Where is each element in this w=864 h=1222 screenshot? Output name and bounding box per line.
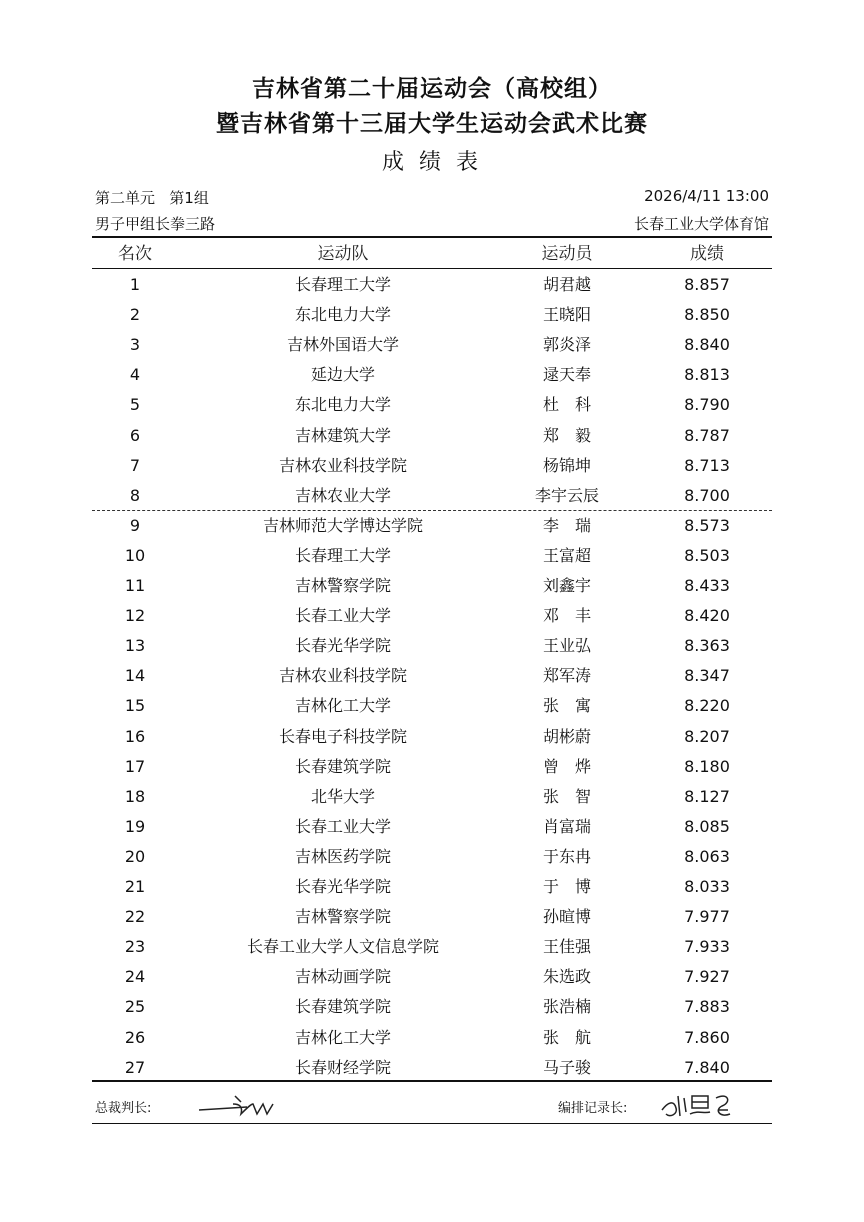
rank-cell: 27 [124,1057,146,1077]
table-row [92,782,772,812]
team-cell: 东北电力大学 [294,395,391,415]
table-row [92,421,772,451]
team-cell: 吉林外国语大学 [286,335,399,355]
team-cell: 长春工业大学 [294,816,391,836]
rank-cell: 5 [129,395,141,415]
athlete-cell: 胡彬蔚 [542,726,591,746]
athlete-cell: 张 寓 [542,696,591,716]
team-cell: 长春理工大学 [294,545,391,565]
athlete-cell: 杜 科 [542,395,591,415]
score-cell: 8.573 [684,515,730,535]
score-cell: 8.813 [684,365,730,385]
header-rank: 名次 [118,244,152,264]
rank-cell: 23 [124,937,146,957]
score-cell: 7.927 [684,967,730,987]
header-rule [92,268,772,269]
athlete-cell: 张浩楠 [542,997,591,1017]
athlete-cell: 王业弘 [542,636,591,656]
team-cell: 延边大学 [310,365,375,385]
footer-rule [92,1123,772,1124]
venue: 长春工业大学体育馆 [633,215,769,233]
table-row [92,1023,772,1053]
rank-cell: 22 [124,907,146,927]
score-cell: 8.713 [684,455,730,475]
table-row [92,722,772,752]
score-cell: 7.883 [684,997,730,1017]
score-cell: 8.033 [684,877,730,896]
team-cell: 吉林化工大学 [294,1027,391,1047]
table-row [92,932,772,962]
score-cell: 8.420 [684,606,730,626]
rank-cell: 4 [129,365,141,385]
team-cell: 吉林医药学院 [294,846,391,866]
score-cell: 8.790 [684,395,730,415]
athlete-cell: 李宇云辰 [534,485,599,505]
athlete-cell: 马子骏 [542,1057,591,1077]
athlete-cell: 肖富瑞 [542,816,591,836]
team-cell: 吉林化工大学 [294,696,391,716]
team-cell: 吉林农业科技学院 [278,455,407,475]
score-cell: 8.207 [684,726,730,746]
score-cell: 8.503 [684,545,730,565]
athlete-cell: 郑 毅 [542,425,591,445]
team-cell: 吉林农业科技学院 [278,666,407,686]
team-cell: 长春电子科技学院 [278,726,407,746]
score-cell: 8.700 [684,485,730,505]
rank-cell: 20 [124,846,146,866]
table-row [92,661,772,691]
team-cell: 长春财经学院 [294,1057,391,1077]
rank-cell: 2 [129,305,141,325]
athlete-cell: 于东冉 [542,846,591,866]
table-row [92,872,772,902]
rank-cell: 1 [129,275,141,294]
team-cell: 长春工业大学 [294,606,391,626]
rank-cell: 13 [124,636,146,656]
score-cell: 8.787 [684,425,730,445]
score-cell: 7.977 [684,907,730,927]
rank-cell: 21 [124,877,146,896]
score-cell: 8.363 [684,636,730,656]
score-cell: 8.180 [684,756,730,776]
header-athlete: 运动员 [541,244,593,264]
athlete-cell: 郭炎泽 [542,335,591,355]
score-cell: 8.220 [684,696,730,716]
score-cell: 7.860 [684,1027,730,1047]
team-cell: 长春建筑学院 [294,756,391,776]
table-row [92,390,772,420]
rank-cell: 10 [124,545,146,565]
chief-referee-signature [195,1090,285,1120]
table-row [92,451,772,481]
rank-cell: 26 [124,1027,146,1047]
athlete-cell: 李 瑞 [542,515,591,535]
score-cell: 8.850 [684,305,730,325]
rank-cell: 19 [124,816,146,836]
rank-cell: 18 [124,786,146,806]
header-team: 运动队 [317,244,369,264]
bottom-rule [92,1080,772,1082]
title-line-2: 暨吉林省第十三届大学生运动会武术比赛 [216,111,648,137]
table-row [92,330,772,360]
event-name: 男子甲组长拳三路 [95,215,216,233]
rank-cell: 8 [129,485,141,505]
table-row [92,962,772,992]
chief-recorder-signature [658,1088,738,1122]
rank-cell: 14 [124,666,146,686]
table-row [92,270,772,300]
table-row [92,631,772,661]
athlete-cell: 孙暄博 [542,907,591,927]
chief-recorder-label: 编排记录长: [558,1101,628,1116]
rank-cell: 25 [124,997,146,1017]
team-cell: 东北电力大学 [294,305,391,325]
table-header [92,240,772,268]
score-cell: 7.933 [684,937,730,957]
rank-cell: 24 [124,967,146,987]
team-cell: 长春光华学院 [294,877,391,896]
athlete-cell: 张 智 [542,786,591,806]
table-row [92,360,772,390]
athlete-cell: 邓 丰 [542,606,591,626]
athlete-cell: 王富超 [542,545,591,565]
team-cell: 长春工业大学人文信息学院 [246,937,439,957]
athlete-cell: 张 航 [542,1027,591,1047]
athlete-cell: 刘鑫宇 [542,576,591,595]
rank-cell: 3 [129,335,141,355]
score-cell: 8.433 [684,576,730,595]
team-cell: 吉林农业大学 [294,485,391,505]
header-score: 成绩 [690,244,724,264]
team-cell: 吉林动画学院 [294,967,391,987]
title-line-1: 吉林省第二十届运动会（高校组） [252,76,612,102]
rank-cell: 7 [129,455,141,475]
table-row [92,902,772,932]
table-row [92,511,772,541]
score-cell: 8.347 [684,666,730,686]
team-cell: 长春光华学院 [294,636,391,656]
athlete-cell: 郑军涛 [542,666,591,686]
team-cell: 吉林警察学院 [294,907,391,927]
table-row [92,601,772,631]
rank-cell: 17 [124,756,146,776]
score-cell: 8.857 [684,275,730,294]
table-row [92,691,772,721]
table-row [92,752,772,782]
rank-cell: 11 [124,576,146,595]
athlete-cell: 逯天奉 [542,365,591,385]
athlete-cell: 王晓阳 [542,305,591,325]
top-rule [92,236,772,238]
table-row [92,300,772,330]
athlete-cell: 王佳强 [542,937,591,957]
score-cell: 8.840 [684,335,730,355]
datetime: 2026/4/11 13:00 [644,187,769,205]
team-cell: 长春理工大学 [294,275,391,294]
score-cell: 8.063 [684,846,730,866]
athlete-cell: 朱选政 [542,967,591,987]
chief-referee-label: 总裁判长: [95,1101,152,1116]
qualification-dashed-line [92,510,772,511]
table-row [92,1053,772,1083]
table-row [92,481,772,511]
team-cell: 吉林建筑大学 [294,425,391,445]
athlete-cell: 于 博 [542,877,591,896]
team-cell: 吉林警察学院 [294,576,391,595]
rank-cell: 9 [129,515,141,535]
score-cell: 8.127 [684,786,730,806]
athlete-cell: 杨锦坤 [542,455,591,475]
table-row [92,541,772,571]
score-cell: 7.840 [684,1057,730,1077]
rank-cell: 12 [124,606,146,626]
table-row [92,571,772,601]
team-cell: 吉林师范大学博达学院 [262,515,423,535]
unit-group: 第二单元 第1组 [95,189,209,207]
athlete-cell: 胡君越 [542,275,591,294]
team-cell: 长春建筑学院 [294,997,391,1017]
rank-cell: 16 [124,726,146,746]
rank-cell: 15 [124,696,146,716]
rank-cell: 6 [129,425,141,445]
athlete-cell: 曾 烨 [542,756,591,776]
title-line-3: 成 绩 表 [382,150,482,175]
table-row [92,992,772,1022]
score-cell: 8.085 [684,816,730,836]
team-cell: 北华大学 [310,786,375,806]
table-row [92,812,772,842]
table-row [92,842,772,872]
